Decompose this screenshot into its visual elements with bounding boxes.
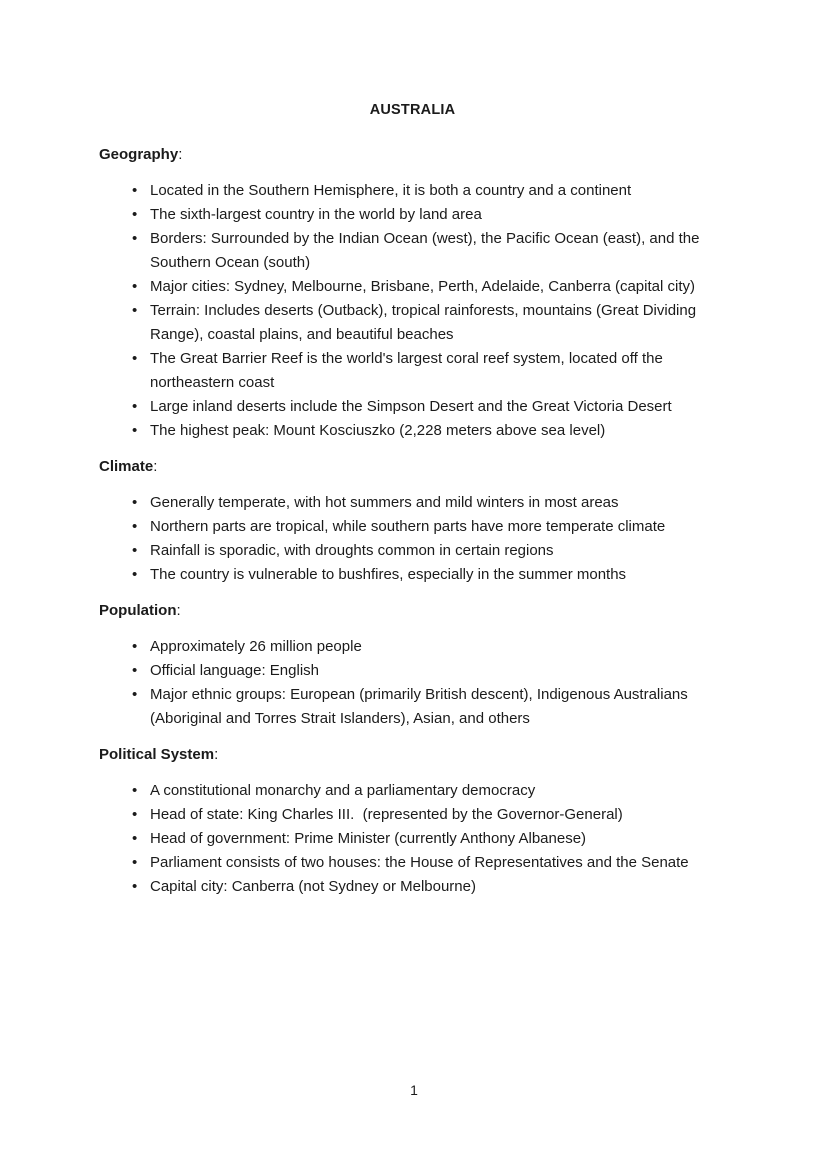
section-heading-label: Political System [99, 746, 215, 763]
bullet-icon: • [132, 686, 138, 703]
section-heading-colon: : [214, 746, 219, 763]
section-heading [99, 456, 740, 478]
list-item [99, 779, 740, 803]
bullet-list [99, 491, 740, 587]
section-heading [99, 600, 740, 622]
bullet-icon: • [132, 806, 138, 823]
bullet-icon: • [132, 302, 138, 319]
document-section [99, 456, 740, 587]
bullet-icon: • [132, 350, 138, 367]
list-item-text: Official language: English [150, 662, 319, 679]
bullet-icon: • [132, 206, 138, 223]
list-item [99, 803, 740, 827]
bullet-icon: • [132, 398, 138, 415]
bullet-icon: • [132, 830, 138, 847]
list-item-text: Major ethnic groups: European (primarily British descent), Indigenous Australians (Aboriginal and Torres Strait Islanders), Asian, and others [150, 686, 692, 727]
document-section [99, 144, 740, 443]
list-item-text: Large inland deserts include the Simpson Desert and the Great Victoria Desert [150, 398, 672, 415]
bullet-icon: • [132, 230, 138, 247]
bullet-icon: • [132, 566, 138, 583]
list-item-text: Major cities: Sydney, Melbourne, Brisbane, Perth, Adelaide, Canberra (capital city) [150, 278, 695, 295]
list-item [99, 827, 740, 851]
list-item-text: Generally temperate, with hot summers and mild winters in most areas [150, 494, 619, 511]
bullet-icon: • [132, 518, 138, 535]
list-item [99, 683, 740, 731]
section-heading [99, 744, 740, 766]
list-item [99, 419, 740, 443]
list-item [99, 299, 740, 347]
list-item [99, 659, 740, 683]
list-item-text: Terrain: Includes deserts (Outback), tropical rainforests, mountains (Great Dividing Range), coastal plains, and beautiful beaches [150, 302, 701, 343]
document-section [99, 744, 740, 899]
bullet-icon: • [132, 782, 138, 799]
list-item [99, 875, 740, 899]
section-heading-label: Geography [99, 146, 179, 163]
list-item-text: Parliament consists of two houses: the House of Representatives and the Senate [150, 854, 689, 871]
bullet-icon: • [132, 542, 138, 559]
list-item-text: Head of government: Prime Minister (currently Anthony Albanese) [150, 830, 587, 847]
page-title: AUSTRALIA [369, 102, 456, 118]
list-item [99, 539, 740, 563]
list-item [99, 227, 740, 275]
list-item-text: A constitutional monarchy and a parliamentary democracy [150, 782, 536, 799]
section-heading [99, 144, 740, 166]
list-item [99, 395, 740, 419]
list-item [99, 491, 740, 515]
bullet-list [99, 779, 740, 899]
section-heading-colon: : [178, 146, 183, 163]
list-item-text: Located in the Southern Hemisphere, it is both a country and a continent [150, 182, 632, 199]
bullet-list [99, 179, 740, 443]
list-item-text: Northern parts are tropical, while southern parts have more temperate climate [150, 518, 666, 535]
list-item-text: Capital city: Canberra (not Sydney or Melbourne) [150, 878, 476, 895]
bullet-icon: • [132, 854, 138, 871]
bullet-icon: • [132, 278, 138, 295]
list-item-text: The sixth-largest country in the world by land area [150, 206, 482, 223]
section-heading-label: Population [99, 602, 177, 619]
bullet-icon: • [132, 878, 138, 895]
bullet-icon: • [132, 494, 138, 511]
bullet-icon: • [132, 662, 138, 679]
list-item [99, 563, 740, 587]
list-item [99, 275, 740, 299]
list-item-text: Head of state: King Charles III. (represented by the Governor-General) [150, 806, 623, 823]
list-item [99, 203, 740, 227]
list-item-text: The Great Barrier Reef is the world's largest coral reef system, located off the northeastern coast [150, 350, 667, 391]
document-body [99, 100, 740, 899]
bullet-icon: • [132, 638, 138, 655]
list-item-text: Rainfall is sporadic, with droughts common in certain regions [150, 542, 554, 559]
section-heading-colon: : [176, 602, 181, 619]
list-item-text: Borders: Surrounded by the Indian Ocean (west), the Pacific Ocean (east), and the Southern Ocean (south) [150, 230, 704, 271]
list-item [99, 851, 740, 875]
list-item [99, 347, 740, 395]
list-item-text: Approximately 26 million people [150, 638, 362, 655]
bullet-icon: • [132, 422, 138, 439]
section-heading-label: Climate [99, 458, 154, 475]
document-section [99, 600, 740, 731]
list-item [99, 635, 740, 659]
bullet-list [99, 635, 740, 731]
list-item [99, 179, 740, 203]
document-sections [99, 144, 740, 899]
bullet-icon: • [132, 182, 138, 199]
list-item [99, 515, 740, 539]
list-item-text: The highest peak: Mount Kosciuszko (2,228 meters above sea level) [150, 422, 606, 439]
section-heading-colon: : [153, 458, 158, 475]
list-item-text: The country is vulnerable to bushfires, especially in the summer months [150, 566, 627, 583]
page-number: 1 [410, 1082, 418, 1098]
